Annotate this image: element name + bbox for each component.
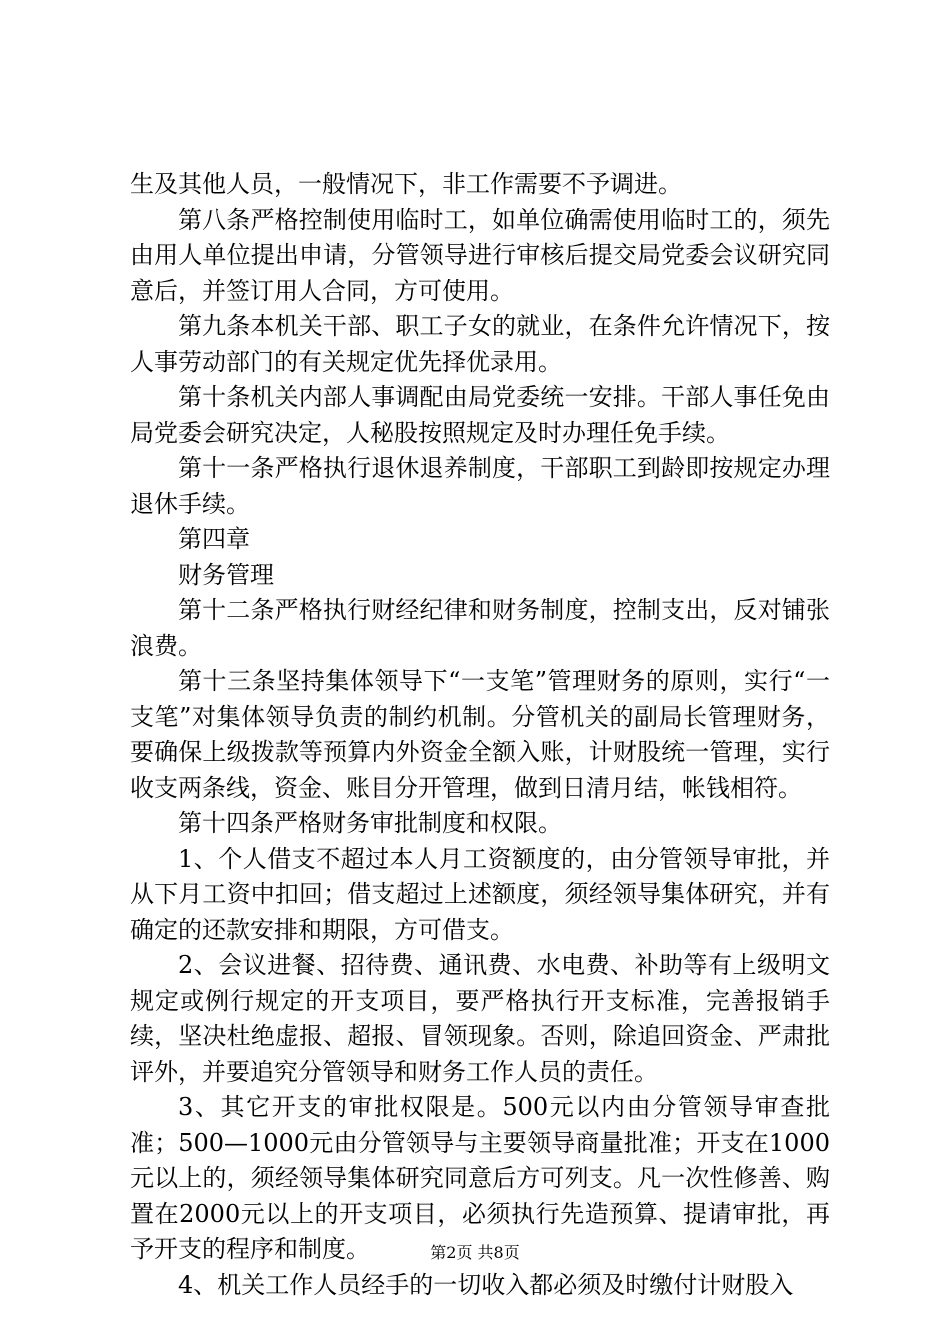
paragraph: 第十四条严格财务审批制度和权限。 <box>178 809 562 837</box>
list-item: 3、其它开支的审批权限是。500元以内由分管领导审查批准；500—1000元由分管领导与主要领导商量批准；开支在1000元以上的，须经领导集体研究同意后方可列支。凡一次性修善、购置在2000元以上的开支项目，必须执行先造预算、提请审批，再予开支的程序和制度。 <box>130 1093 830 1263</box>
list-item: 2、会议进餐、招待费、通讯费、水电费、补助等有上级明文规定或例行规定的开支项目，要严格执行开支标准，完善报销手续，坚决杜绝虚报、超报、冒领现象。否则，除追回资金、严肃批评外，并要追究分管领导和财务工作人员的责任。 <box>130 951 830 1086</box>
paragraph: 第八条严格控制使用临时工，如单位确需使用临时工的，须先由用人单位提出申请，分管领导进行审核后提交局党委会议研究同意后，并签订用人合同，方可使用。 <box>130 205 830 305</box>
page-number: 第2页 共8页 <box>430 1243 520 1262</box>
paragraph: 第十一条严格执行退休退养制度，干部职工到龄即按规定办理退休手续。 <box>130 454 830 518</box>
paragraph: 第九条本机关干部、职工子女的就业，在条件允许情况下，按人事劳动部门的有关规定优先择优录用。 <box>130 312 830 376</box>
list-item: 1、个人借支不超过本人月工资额度的，由分管领导审批，并从下月工资中扣回；借支超过上述额度，须经领导集体研究，并有确定的还款安排和期限，方可借支。 <box>130 844 830 944</box>
chapter-heading: 第四章 <box>178 525 250 553</box>
paragraph: 第十二条严格执行财经纪律和财务制度，控制支出，反对铺张浪费。 <box>130 596 830 660</box>
paragraph: 第十条机关内部人事调配由局党委统一安排。干部人事任免由局党委会研究决定，人秘股按照规定及时办理任免手续。 <box>130 383 830 447</box>
paragraph: 第十三条坚持集体领导下“一支笔”管理财务的原则，实行“一支笔”对集体领导负责的制约机制。分管机关的副局长管理财务，要确保上级拨款等预算内外资金全额入账，计财股统一管理，实行收支两条线，资金、账目分开管理，做到日清月结，帐钱相符。 <box>130 667 830 802</box>
paragraph: 生及其他人员，一般情况下，非工作需要不予调进。 <box>130 170 682 198</box>
chapter-title: 财务管理 <box>178 560 274 589</box>
document-body <box>130 167 830 1303</box>
list-item: 4、机关工作人员经手的一切收入都必须及时缴付计财股入 <box>178 1270 794 1299</box>
